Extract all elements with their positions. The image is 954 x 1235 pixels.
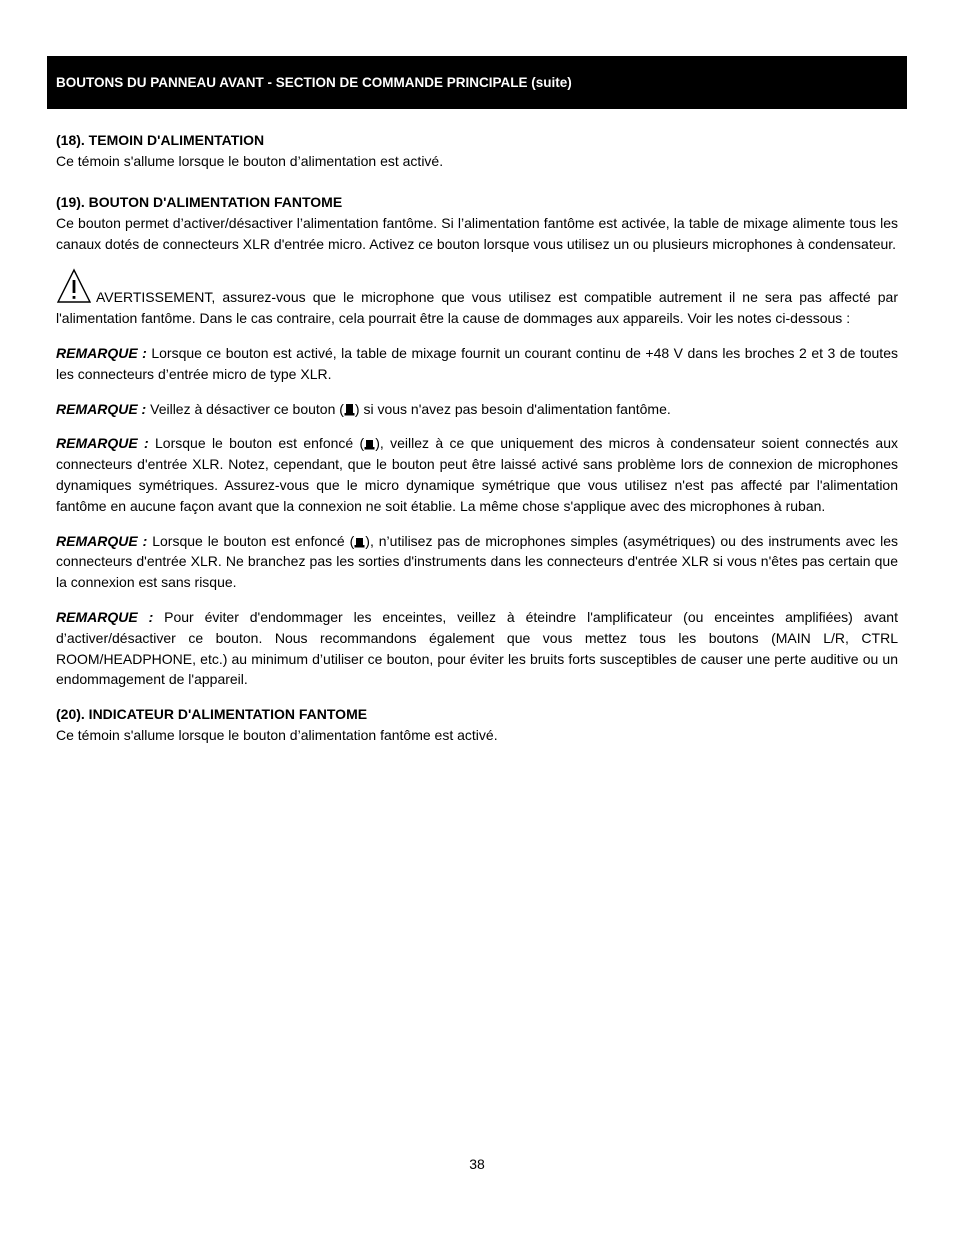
section-19-text: Ce bouton permet d’activer/désactiver l’alimentation fantôme. Si l’alimentation fantôme est activée, la table de mixage alimente tous les canaux dotés de connecteurs XLR d'entrée micro. Activez ce bouton lorsque vous utilisez un ou plusieurs microphones à condensateur.	[56, 214, 898, 252]
note-label: REMARQUE :	[56, 532, 148, 549]
section-18-text: Ce témoin s'allume lorsque le bouton d’alimentation est activé.	[56, 152, 444, 169]
note-4-text-after: ), n’utilisez pas de microphones simples (asymétriques) ou des instruments avec les connecteurs d'entrée XLR. Ne branchez pas les sorties d'instruments dans les connecteurs d'entrée XLR si vous n'êtes pas certain que la connexion est sans risque.	[56, 532, 898, 591]
note-2-text-before: Veillez à désactiver ce bouton (	[150, 400, 344, 417]
warning-text: AVERTISSEMENT, assurez-vous que le microphone que vous utilisez est compatible autrement il ne sera pas affecté par l'alimentation fantôme. Dans le cas contraire, cela pourrait être la cause de dommages aux appareils. Voir les notes ci-dessous :	[56, 289, 898, 327]
section-18-heading: (18). TEMOIN D'ALIMENTATION	[56, 132, 265, 148]
note-label: REMARQUE :	[56, 345, 147, 362]
note-1	[56, 343, 898, 385]
note-1-text: Lorsque ce bouton est activé, la table de mixage fournit un courant continu de +48 V dans les broches 2 et 3 de toutes les connecteurs d’entrée micro de type XLR.	[56, 345, 898, 382]
note-5-text: Pour éviter d'endommager les enceintes, veillez à éteindre l'amplificateur (ou enceintes amplifiées) avant d’activer/désactiver ce bouton. Nous recommandons également que vous mettez tous les boutons (MAIN L/R, CTRL ROOM/HEADPHONE, etc.) au minimum d’utiliser ce bouton, pour éviter les bruits forts susceptibles de causer une perte auditive ou un endommagement de l'appareil.	[56, 609, 898, 688]
button-released-icon	[344, 403, 355, 416]
note-2-text-after: ) si vous n'avez pas besoin d'alimentation fantôme.	[354, 400, 671, 417]
button-pressed-icon	[364, 437, 375, 450]
note-4	[56, 531, 898, 593]
note-label: REMARQUE :	[56, 609, 154, 626]
section-20-heading: (20). INDICATEUR D'ALIMENTATION FANTOME	[56, 706, 368, 723]
section-header-title: BOUTONS DU PANNEAU AVANT - SECTION DE COMMANDE PRINCIPALE (suite)	[56, 75, 572, 90]
warning-block	[56, 268, 898, 329]
note-2	[56, 399, 898, 420]
note-3	[56, 433, 898, 516]
note-3-text-before: Lorsque le bouton est enfoncé (	[155, 435, 365, 452]
document-body	[56, 130, 898, 746]
note-4-text-before: Lorsque le bouton est enfoncé (	[152, 532, 355, 549]
section-18	[56, 130, 898, 172]
note-label: REMARQUE :	[56, 400, 147, 417]
note-3-text-after: ), veillez à ce que uniquement des micros à condensateur soient connectés aux connecteurs d'entrée XLR. Notez, cependant, que le bouton peut être laissé activé sans problème lors de connexion de microphones dynamiques symétriques. Assurez-vous que le micro dynamique symétrique que vous utilisez n'est pas affecté par l'alimentation fantôme en aucune façon avant que la connexion ne soit établie. La même chose s'applique avec des microphones à ruban.	[56, 435, 898, 514]
section-19	[56, 192, 898, 254]
section-header-bar	[47, 56, 907, 109]
section-20-text: Ce témoin s'allume lorsque le bouton d’alimentation fantôme est activé.	[56, 727, 498, 744]
note-5	[56, 607, 898, 690]
button-pressed-icon	[354, 535, 365, 548]
section-20	[56, 704, 898, 746]
page-number: 38	[469, 1156, 485, 1172]
note-label: REMARQUE :	[56, 435, 149, 452]
warning-triangle-icon	[56, 268, 92, 304]
section-19-heading: (19). BOUTON D'ALIMENTATION FANTOME	[56, 194, 343, 211]
